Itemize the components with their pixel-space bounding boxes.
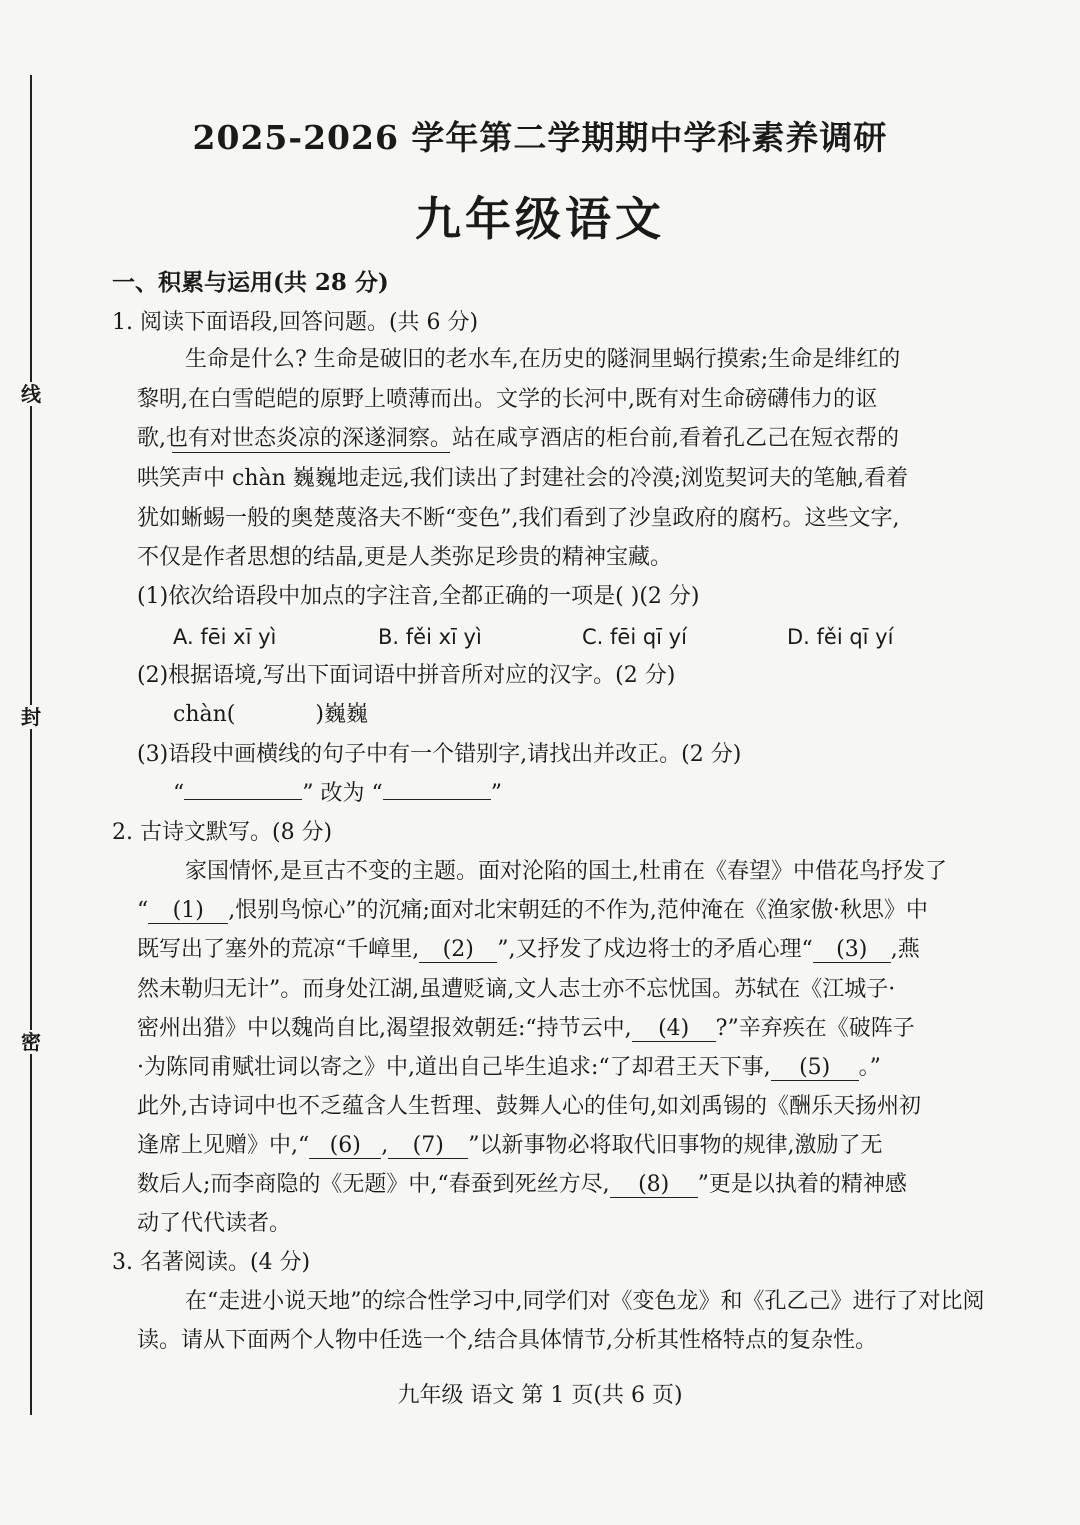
quote-close: ” (490, 781, 502, 806)
q2-text: ,恨别鸟惊心”的沉痛;面对北宋朝廷的不作为,范仲淹在《渔家傲·秋思》中 (228, 898, 928, 923)
q2-line: 然未勒归无计”。而身处江湖,虽遭贬谪,文人志士亦不忘忧国。苏轼在《江城子· (137, 977, 896, 1002)
q2-line: 此外,古诗词中也不乏蕴含人生哲理、鼓舞人心的佳句,如刘禹锡的《酬乐天扬州初 (137, 1094, 921, 1119)
correct-char-blank[interactable] (383, 799, 491, 800)
q2-text: 既写出了塞外的荒凉“千嶂里, (137, 937, 420, 962)
q1-sub3-answer (173, 779, 502, 809)
q1-passage-line: 犹如蜥蜴一般的奥楚蔑洛夫不断“变色”,我们看到了沙皇政府的腐朽。这些文字, (137, 506, 900, 531)
page-footer: 九年级 语文 第 1 页(共 6 页) (397, 1383, 683, 1408)
blank-4[interactable]: (4) (632, 1017, 716, 1042)
binding-line (30, 75, 32, 1415)
q2-line (137, 1131, 883, 1161)
question-3-stem: 3. 名著阅读。(4 分) (112, 1250, 311, 1275)
q1-passage-line: 哄笑声中 chàn 巍巍地走远,我们读出了封建社会的冷漠;浏览契诃夫的笔触,看着 (137, 466, 909, 491)
blank-8[interactable]: (8) (610, 1173, 698, 1198)
change-to-text: ” 改为 “ (302, 781, 383, 806)
q2-text: ”以新事物必将取代旧事物的规律,激励了无 (468, 1133, 883, 1158)
q2-line (137, 1170, 907, 1200)
sub2-prefix: chàn( (173, 702, 236, 727)
q2-line (137, 1014, 915, 1044)
blank-1[interactable]: (1) (148, 899, 228, 924)
q1-sub2: (2)根据语境,写出下面词语中拼音所对应的汉字。(2 分) (137, 663, 676, 688)
q2-line: 家国情怀,是亘古不变的主题。面对沦陷的国土,杜甫在《春望》中借花鸟抒发了 (185, 859, 947, 884)
option-a: A. fēi xī yì (173, 625, 277, 649)
q2-line (137, 1053, 881, 1083)
blank-7[interactable]: (7) (388, 1134, 468, 1159)
quote-open: “ (173, 781, 185, 806)
q3-line: 读。请从下面两个人物中任选一个,结合具体情节,分析其性格特点的复杂性。 (137, 1328, 877, 1353)
subject-title: 九年级语文 (415, 192, 665, 246)
question-2-stem: 2. 古诗文默写。(8 分) (112, 820, 333, 845)
binding-label-seal: 封 (21, 705, 41, 729)
q3-line: 在“走进小说天地”的综合性学习中,同学们对《变色龙》和《孔乙己》进行了对比阅 (185, 1289, 985, 1314)
sub2-suffix: )巍巍 (315, 702, 368, 727)
q1-passage-line: 不仅是作者思想的结晶,更是人类弥足珍贵的精神宝藏。 (137, 545, 672, 570)
q2-text: 逢席上见赠》中,“ (137, 1133, 310, 1158)
q1-passage-line: 黎明,在白雪皑皑的原野上喷薄而出。文学的长河中,既有对生命磅礴伟力的讴 (137, 387, 877, 412)
blank-3[interactable]: (3) (813, 938, 891, 963)
q2-text: , (381, 1133, 389, 1158)
section-heading: 一、积累与运用(共 28 分) (112, 269, 389, 296)
wrong-char-blank[interactable] (184, 799, 302, 800)
q1-passage-line: 生命是什么? 生命是破旧的老水车,在历史的隧洞里蜗行摸索;生命是绯红的 (185, 347, 901, 372)
q1-sub3: (3)语段中画横线的句子中有一个错别字,请找出并改正。(2 分) (137, 742, 742, 767)
binding-label-line: 线 (21, 382, 41, 406)
option-d: D. fěi qī yí (787, 625, 894, 649)
option-b: B. fěi xī yì (378, 625, 482, 649)
q2-text: ,燕 (890, 937, 920, 962)
exam-title: 2025-2026 学年第二学期期中学科素养调研 (192, 118, 888, 157)
q2-text: “ (137, 898, 149, 923)
q2-text: ?”辛弃疾在《破阵子 (715, 1016, 915, 1041)
q2-line (137, 896, 928, 926)
q2-line: 动了代代读者。 (137, 1211, 292, 1236)
blank-6[interactable]: (6) (309, 1134, 381, 1159)
option-c: C. fēi qī yí (582, 625, 687, 649)
binding-label-close: 密 (21, 1030, 41, 1054)
q1-sub2-answer (173, 700, 368, 730)
q1-sub1: (1)依次给语段中加点的字注音,全都正确的一项是( )(2 分) (137, 584, 700, 609)
q2-line (137, 935, 920, 965)
q1-passage-line: 歌,也有对世态炎凉的深遂洞察。站在咸亨酒店的柜台前,看着孔乙己在短衣帮的 (137, 426, 899, 451)
underline-mark (172, 452, 450, 453)
q2-text: 数后人;而李商隐的《无题》中,“春蚕到死丝方尽, (137, 1172, 610, 1197)
q2-text: ”更是以执着的精神感 (697, 1172, 907, 1197)
q2-text: ”,又抒发了戍边将士的矛盾心理“ (497, 937, 813, 962)
blank-2[interactable]: (2) (419, 938, 497, 963)
q2-text: ·为陈同甫赋壮词以寄之》中,道出自己毕生追求:“了却君王天下事, (137, 1055, 771, 1080)
question-1-stem: 1. 阅读下面语段,回答问题。(共 6 分) (112, 310, 479, 335)
q2-text: 密州出猎》中以魏尚自比,渴望报效朝廷:“持节云中, (137, 1016, 632, 1041)
q2-text: 。” (858, 1055, 881, 1080)
blank-5[interactable]: (5) (771, 1056, 859, 1081)
